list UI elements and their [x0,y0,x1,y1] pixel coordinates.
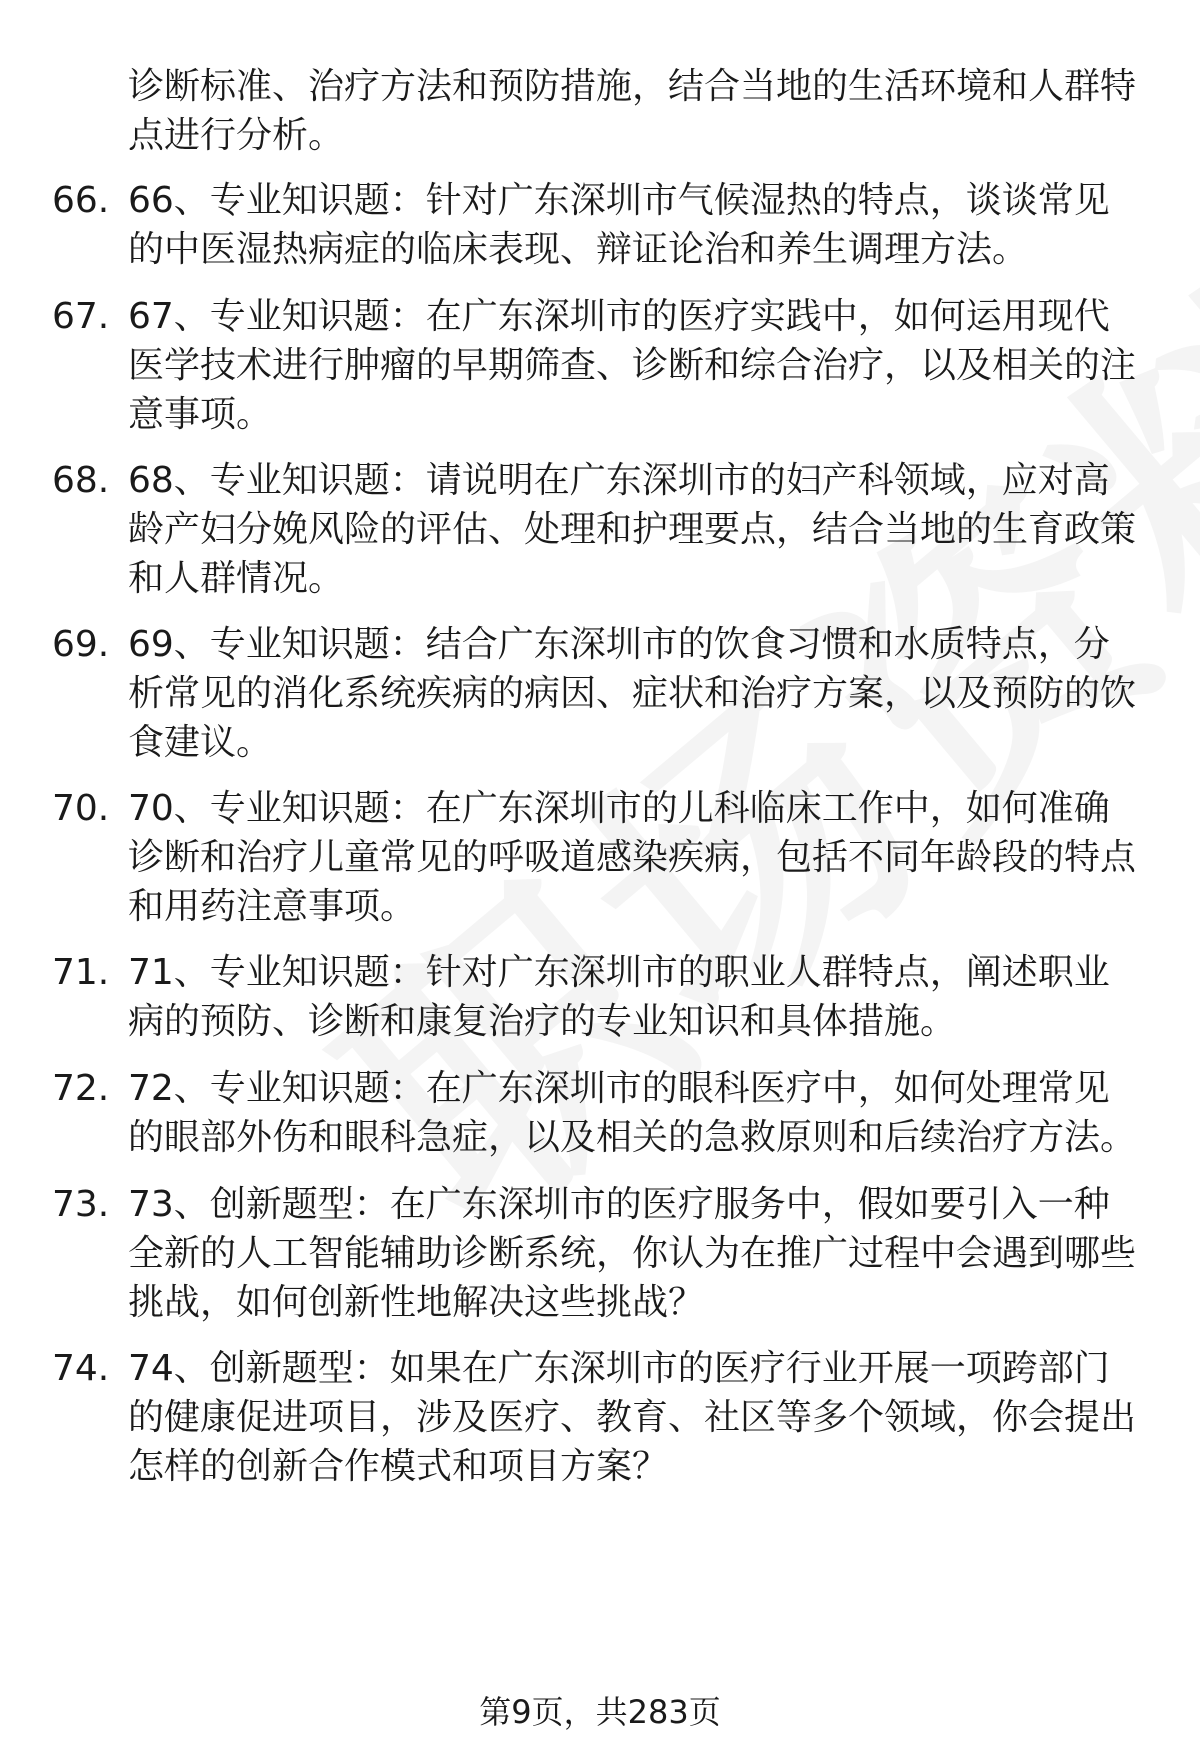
list-item-text: 70、专业知识题：在广东深圳市的儿科临床工作中，如何准确诊断和治疗儿童常见的呼吸道感染疾病，包括不同年龄段的特点和用药注意事项。 [128,788,1137,927]
list-item-text: 74、创新题型：如果在广东深圳市的医疗行业开展一项跨部门的健康促进项目，涉及医疗、教育、社区等多个领域，你会提出怎样的创新合作模式和项目方案？ [128,1348,1137,1487]
list-item-number: 74. [52,1348,110,1389]
list-item-number: 68. [52,460,110,501]
page-footer: 第9页，共283页 [479,1693,721,1731]
list-item-text: 67、专业知识题：在广东深圳市的医疗实践中，如何运用现代医学技术进行肿瘤的早期筛查、诊断和综合治疗，以及相关的注意事项。 [128,296,1137,435]
list-item-number: 73. [52,1184,110,1225]
list-item-text: 68、专业知识题：请说明在广东深圳市的妇产科领域，应对高龄产妇分娩风险的评估、处理和护理要点，结合当地的生育政策和人群情况。 [128,460,1137,599]
list-item-text: 71、专业知识题：针对广东深圳市的职业人群特点，阐述职业病的预防、诊断和康复治疗的专业知识和具体措施。 [128,952,1110,1042]
continuation-text: 诊断标准、治疗方法和预防措施，结合当地的生活环境和人群特点进行分析。 [128,66,1137,156]
list-item-number: 71. [52,952,110,993]
list-item-text: 72、专业知识题：在广东深圳市的眼科医疗中，如何处理常见的眼部外伤和眼科急症，以及相关的急救原则和后续治疗方法。 [128,1068,1137,1158]
list-item-number: 72. [52,1068,110,1109]
list-item-text: 73、创新题型：在广东深圳市的医疗服务中，假如要引入一种全新的人工智能辅助诊断系统，你认为在推广过程中会遇到哪些挑战，如何创新性地解决这些挑战？ [128,1184,1137,1323]
list-item-number: 69. [52,624,110,665]
list-item-number: 66. [52,180,110,221]
list-item-number: 70. [52,788,110,829]
list-item-text: 66、专业知识题：针对广东深圳市气候湿热的特点，谈谈常见的中医湿热病症的临床表现、辩证论治和养生调理方法。 [128,180,1110,270]
list-item-number: 67. [52,296,110,337]
list-item-text: 69、专业知识题：结合广东深圳市的饮食习惯和水质特点，分析常见的消化系统疾病的病因、症状和治疗方案，以及预防的饮食建议。 [128,624,1137,763]
